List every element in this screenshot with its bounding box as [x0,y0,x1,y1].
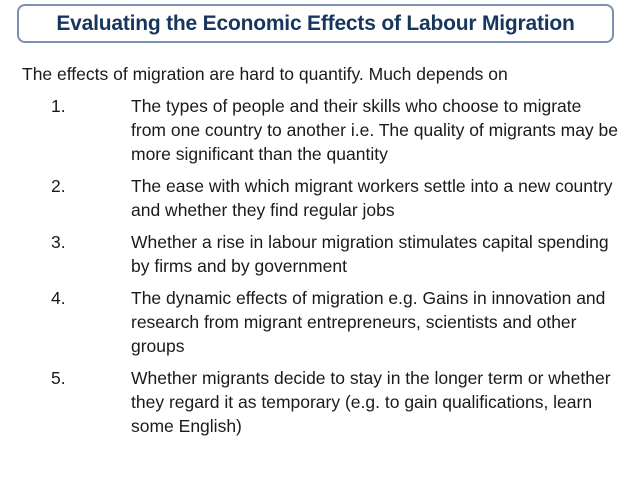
list-item [0,230,638,278]
list-item-text: Whether a rise in labour migration stimulates capital spending by firms and by government [131,232,609,276]
list-item [0,366,638,438]
list-item-number: 4. [51,288,66,308]
list-item-text: The dynamic effects of migration e.g. Gains in innovation and research from migrant entrepreneurs, scientists and other groups [131,288,606,356]
list-item-number: 1. [51,96,66,116]
slide-title: Evaluating the Economic Effects of Labour Migration [56,11,575,35]
title-box [17,4,614,43]
list-item-text: The types of people and their skills who choose to migrate from one country to another i.e. The quality of migrants may be more significant than the quantity [131,96,619,164]
list-item-number: 5. [51,368,66,388]
list-item [0,94,638,166]
list-item [0,286,638,358]
list-item-text: The ease with which migrant workers settle into a new country and whether they find regular jobs [131,176,613,220]
list-item-number: 2. [51,176,66,196]
intro-text: The effects of migration are hard to quantify. Much depends on [22,64,508,84]
factors-list [0,94,638,446]
list-item-text: Whether migrants decide to stay in the longer term or whether they regard it as temporary (e.g. to gain qualifications, learn some English) [131,368,611,436]
list-item [0,174,638,222]
list-item-number: 3. [51,232,66,252]
